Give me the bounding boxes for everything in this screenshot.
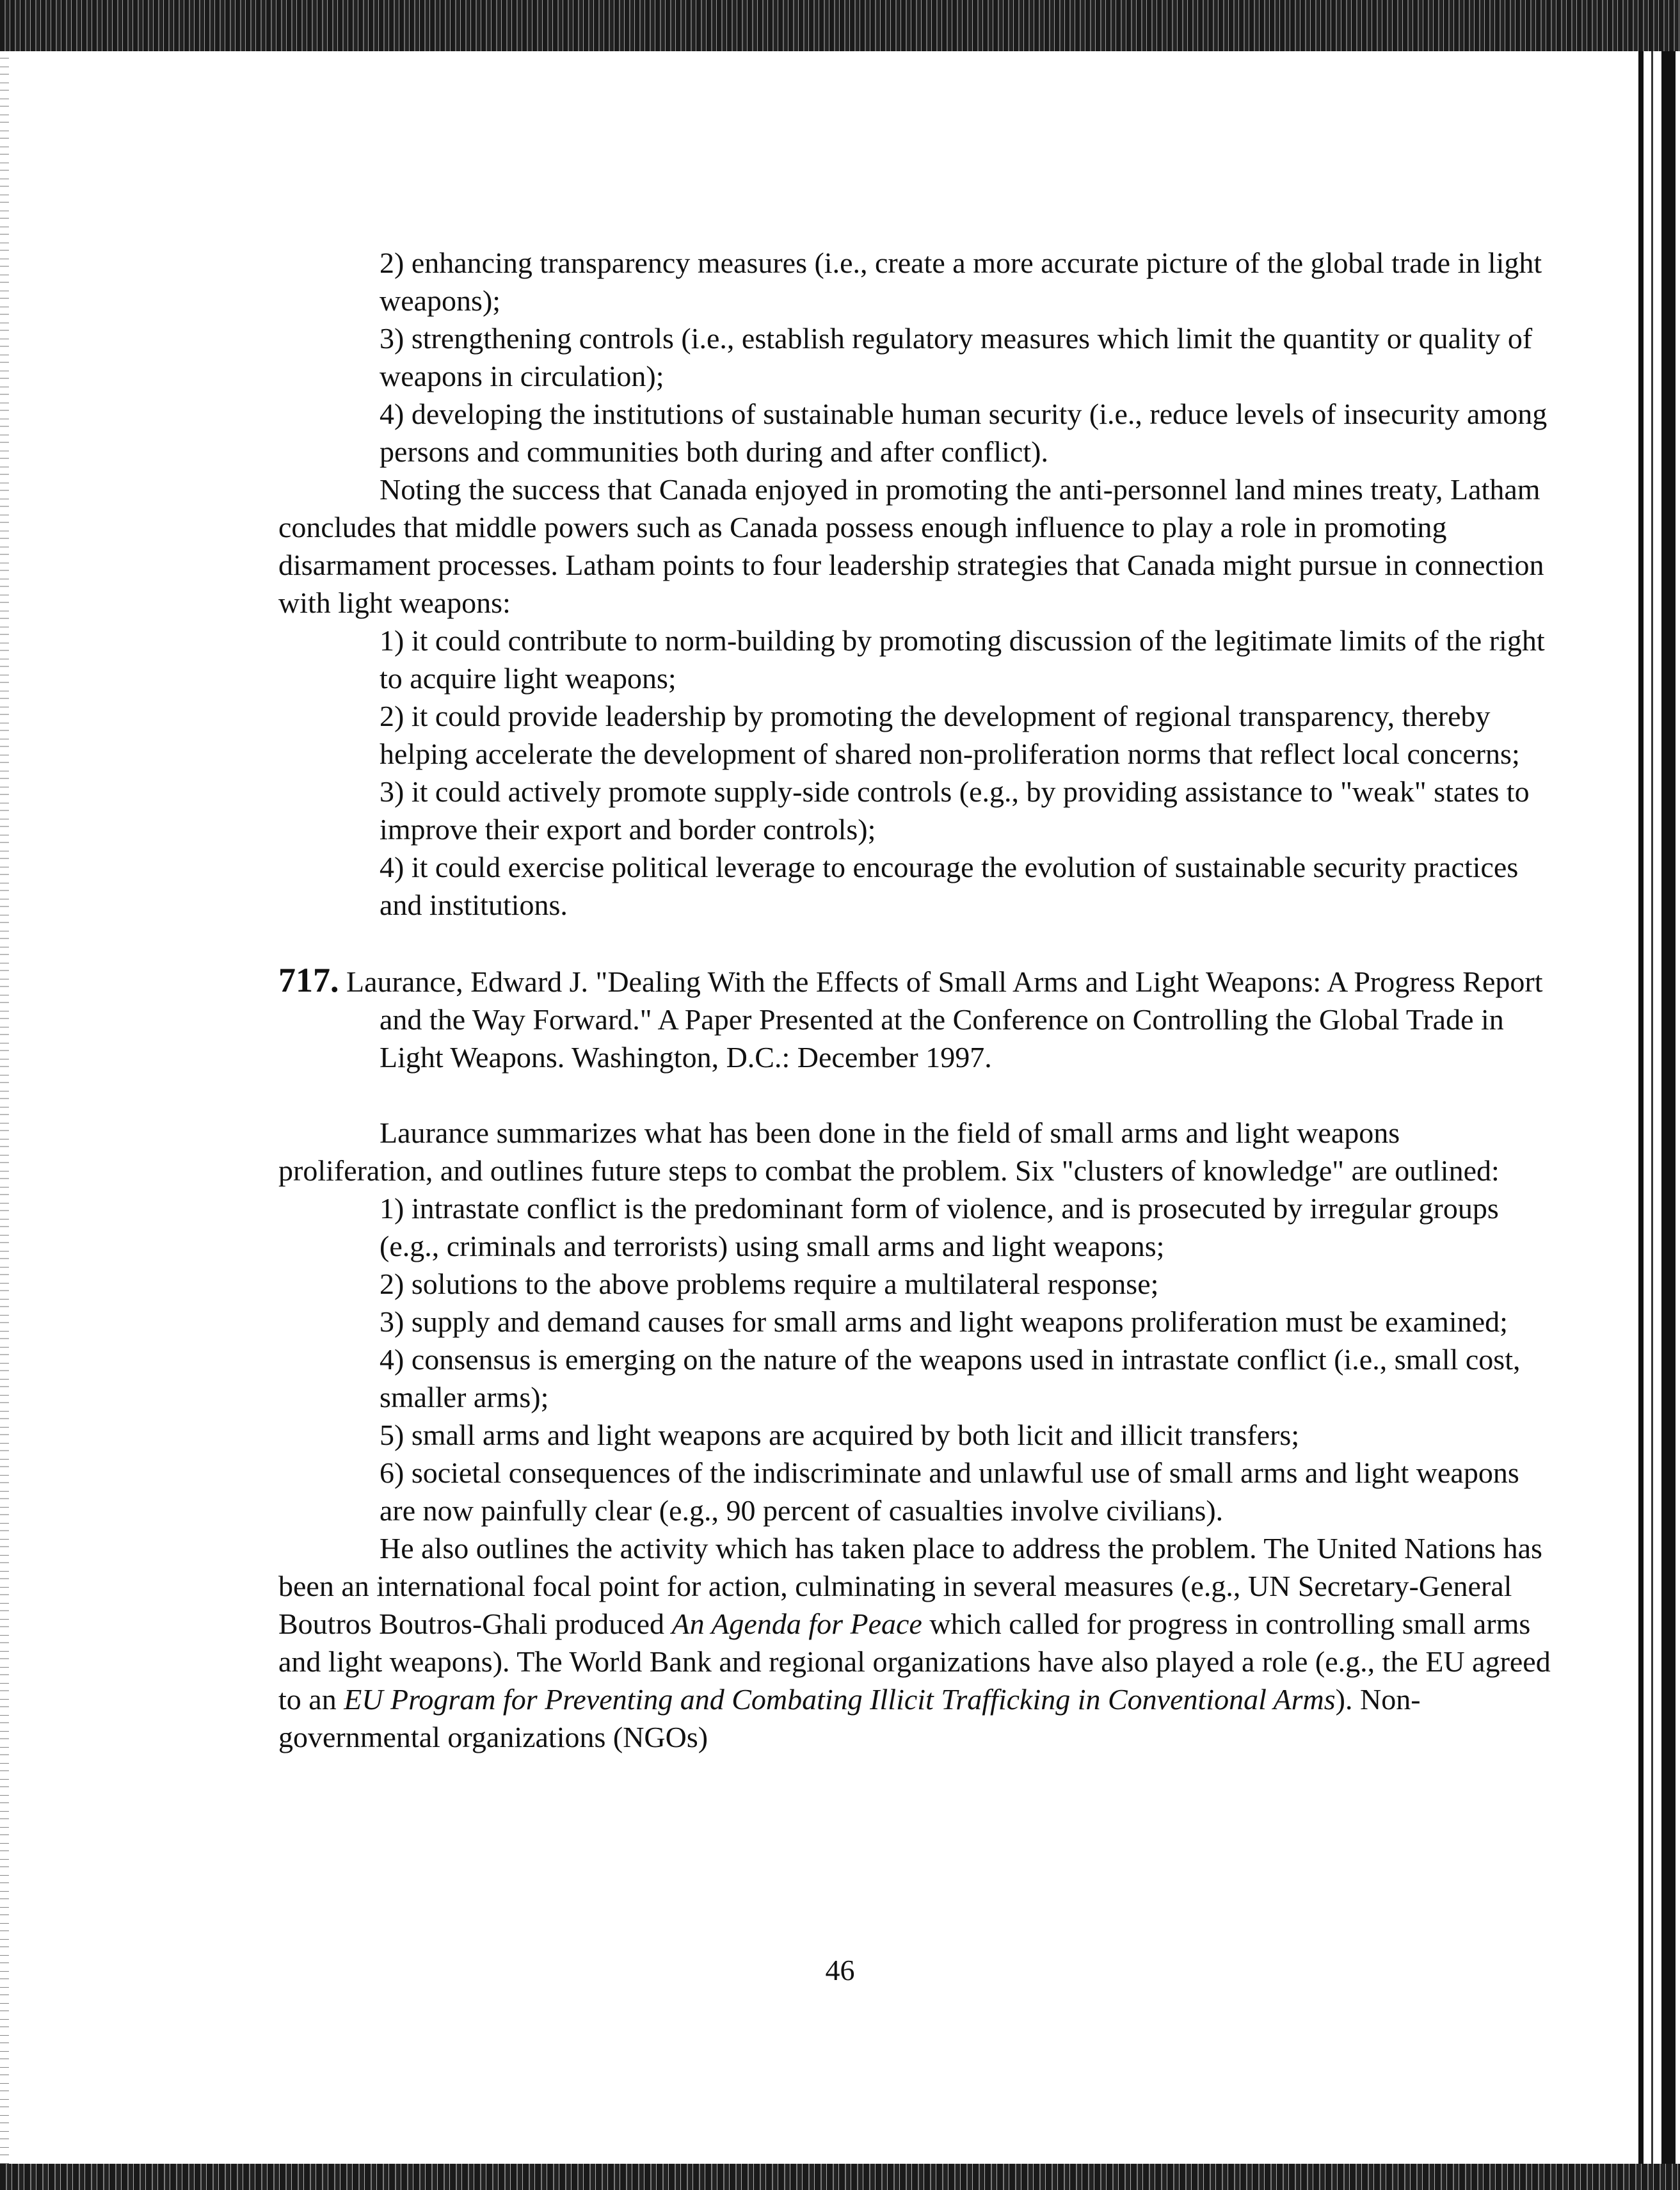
page-number: 46 bbox=[825, 1954, 855, 1986]
page-body bbox=[278, 244, 1558, 1756]
scan-border-top bbox=[0, 0, 1680, 51]
list-item: 3) supply and demand causes for small arms and light weapons proliferation must be examined; bbox=[380, 1305, 1508, 1338]
list-item: 6) societal consequences of the indiscriminate and unlawful use of small arms and light weapons are now painfully clear (e.g., 90 percent of casualties involve civilians). bbox=[380, 1456, 1519, 1527]
scan-border-bottom bbox=[0, 2164, 1680, 2190]
paragraph-latham: Noting the success that Canada enjoyed in promoting the anti-personnel land mines treaty, Latham concludes that middle powers such as Canada possess enough influence to play a role in promoting disarmament processes. Latham points to four leadership strategies that Canada might pursue in connection with light weapons: bbox=[278, 473, 1544, 619]
activity-text: He also outlines the activity which has taken place to address the problem. The United Nations has been an international focal point for action, culminating in several measures (e.g., UN Secretary-General Boutros Boutros-Ghali produced bbox=[278, 1532, 1542, 1640]
scan-border-right bbox=[1633, 51, 1680, 2164]
paragraph-activity bbox=[278, 1529, 1558, 1756]
entry-number: 717. bbox=[278, 961, 339, 999]
program-title: EU Program for Preventing and Combating Illicit Trafficking in Conventional Arms bbox=[344, 1683, 1336, 1716]
list-item: 5) small arms and light weapons are acquired by both licit and illicit transfers; bbox=[380, 1419, 1300, 1451]
list-item: 4) it could exercise political leverage to encourage the evolution of sustainable security practices and institutions. bbox=[380, 851, 1519, 921]
entry-citation: Laurance, Edward J. "Dealing With the Effects of Small Arms and Light Weapons: A Progress Report and the Way Forward." A Paper Presented at the Conference on Controlling the Global Trade in Light Weapons. Washington, D.C.: December 1997. bbox=[346, 965, 1543, 1074]
scan-border-left bbox=[0, 51, 9, 2164]
paragraph-summary: Laurance summarizes what has been done in the field of small arms and light weapons proliferation, and outlines future steps to combat the problem. Six "clusters of knowledge" are outlined: bbox=[278, 1116, 1500, 1187]
list-item: 1) intrastate conflict is the predominant form of violence, and is prosecuted by irregular groups (e.g., criminals and terrorists) using small arms and light weapons; bbox=[380, 1192, 1499, 1262]
list-item: 3) strengthening controls (i.e., establish regulatory measures which limit the quantity or quality of weapons in circulation); bbox=[380, 322, 1533, 392]
list-item: 2) it could provide leadership by promoting the development of regional transparency, thereby helping accelerate the development of shared non-proliferation norms that reflect local concerns; bbox=[380, 700, 1520, 770]
scan-edge-line bbox=[1638, 51, 1644, 2164]
list-item: 3) it could actively promote supply-side controls (e.g., by providing assistance to "weak" states to improve their export and border controls); bbox=[380, 775, 1530, 846]
bibliography-entry-717 bbox=[278, 962, 1558, 1076]
list-item: 2) solutions to the above problems require a multilateral response; bbox=[380, 1268, 1159, 1300]
spacer bbox=[278, 1076, 1558, 1114]
list-item: 2) enhancing transparency measures (i.e., create a more accurate picture of the global trade in light weapons); bbox=[380, 246, 1542, 317]
scan-edge-line bbox=[1651, 51, 1653, 2164]
activity-text: ). Non-governmental organizations (NGOs) bbox=[278, 1683, 1421, 1753]
activity-text: which called for progress in controlling small arms and light weapons). The World Bank and regional organizations have also played a role (e.g., the EU agreed to an bbox=[278, 1607, 1551, 1716]
list-item: 4) consensus is emerging on the nature of the weapons used in intrastate conflict (i.e., small cost, smaller arms); bbox=[380, 1343, 1521, 1413]
book-title: An Agenda for Peace bbox=[671, 1607, 922, 1640]
spacer bbox=[278, 924, 1558, 962]
list-item: 4) developing the institutions of sustainable human security (i.e., reduce levels of insecurity among persons and communities both during and after conflict). bbox=[380, 398, 1548, 468]
list-item: 1) it could contribute to norm-building by promoting discussion of the legitimate limits of the right to acquire light weapons; bbox=[380, 624, 1545, 695]
scan-edge-bar bbox=[1661, 51, 1676, 2164]
